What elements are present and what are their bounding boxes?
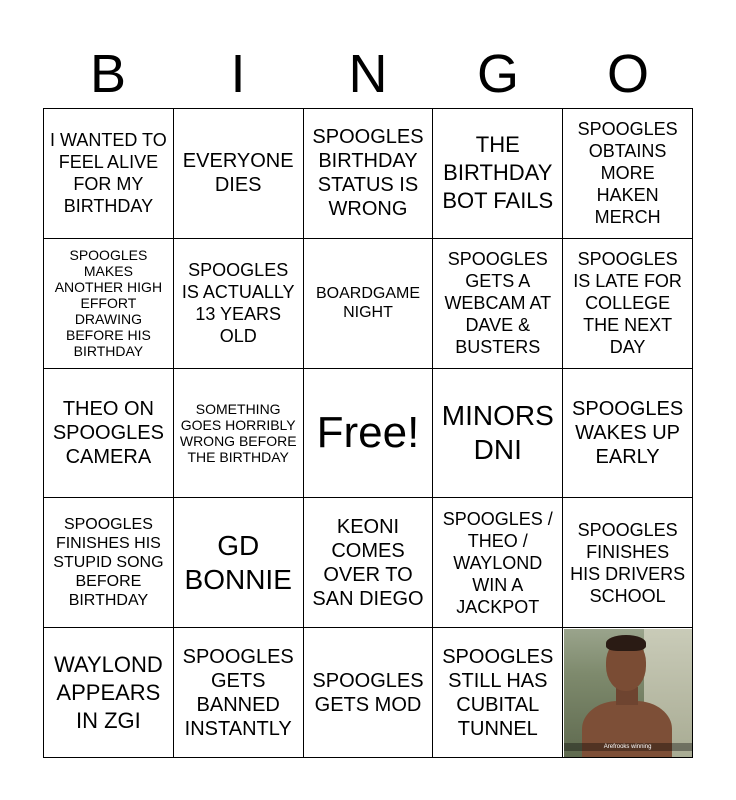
cell-text: KEONI COMES OVER TO SAN DIEGO — [312, 515, 424, 610]
cell-text: SPOOGLES MAKES ANOTHER HIGH EFFORT DRAWING BEFORE HIS BIRTHDAY — [54, 247, 163, 360]
cell-text: SPOOGLES BIRTHDAY STATUS IS WRONG — [312, 126, 424, 221]
cell-text: SPOOGLES IS ACTUALLY 13 YEARS OLD — [181, 260, 295, 347]
header-letter-n: N — [348, 44, 388, 104]
bingo-cell-15[interactable] — [563, 369, 693, 499]
bingo-cell-2[interactable] — [174, 109, 304, 239]
header-letter-g: G — [476, 44, 519, 104]
photo-caption: Arefrooks winning — [564, 743, 692, 751]
cell-text: SPOOGLES GETS BANNED INSTANTLY — [182, 645, 294, 740]
bingo-cell-11[interactable] — [44, 369, 174, 499]
bingo-cell-9[interactable] — [433, 239, 563, 369]
header-letter-o: O — [606, 44, 649, 104]
cell-text: SOMETHING GOES HORRIBLY WRONG BEFORE THE BIRTHDAY — [179, 400, 297, 465]
bingo-grid — [43, 108, 693, 758]
cell-text: SPOOGLES WAKES UP EARLY — [572, 397, 684, 468]
cell-text: MINORS DNI — [441, 399, 554, 465]
bingo-cell-photo[interactable] — [563, 628, 693, 758]
cell-text: SPOOGLES IS LATE FOR COLLEGE THE NEXT DAY — [573, 249, 682, 358]
cell-text: SPOOGLES FINISHES HIS STUPID SONG BEFORE BIRTHDAY — [53, 516, 164, 610]
photo-hair — [606, 635, 646, 651]
cell-text: I WANTED TO FEEL ALIVE FOR MY BIRTHDAY — [50, 130, 167, 217]
bingo-cell-18[interactable] — [304, 498, 434, 628]
bingo-cell-free[interactable] — [304, 369, 434, 499]
cell-text: GD BONNIE — [184, 529, 292, 595]
cell-text: EVERYONE DIES — [182, 150, 294, 197]
bingo-header — [43, 40, 693, 108]
bingo-cell-6[interactable] — [44, 239, 174, 369]
cell-text: SPOOGLES FINISHES HIS DRIVERS SCHOOL — [570, 519, 686, 606]
bingo-cell-12[interactable] — [174, 369, 304, 499]
bingo-cell-23[interactable] — [304, 628, 434, 758]
free-space-text: Free! — [316, 407, 420, 457]
bingo-cell-1[interactable] — [44, 109, 174, 239]
cell-text: SPOOGLES STILL HAS CUBITAL TUNNEL — [442, 645, 554, 740]
cell-text: THE BIRTHDAY BOT FAILS — [442, 132, 554, 214]
bingo-cell-4[interactable] — [433, 109, 563, 239]
cell-text: THEO ON SPOOGLES CAMERA — [52, 397, 164, 468]
person-photo — [564, 629, 692, 757]
header-letter-i: I — [230, 44, 246, 104]
cell-text: BOARDGAME NIGHT — [315, 285, 420, 322]
bingo-cell-20[interactable] — [563, 498, 693, 628]
bingo-cell-14[interactable] — [433, 369, 563, 499]
bingo-cell-10[interactable] — [563, 239, 693, 369]
bingo-cell-3[interactable] — [304, 109, 434, 239]
bingo-cell-24[interactable] — [433, 628, 563, 758]
bingo-cell-7[interactable] — [174, 239, 304, 369]
cell-text: SPOOGLES OBTAINS MORE HAKEN MERCH — [577, 119, 678, 228]
cell-text: SPOOGLES / THEO / WAYLOND WIN A JACKPOT — [442, 508, 553, 617]
bingo-cell-21[interactable] — [44, 628, 174, 758]
bingo-cell-8[interactable] — [304, 239, 434, 369]
bingo-cell-5[interactable] — [563, 109, 693, 239]
cell-text: SPOOGLES GETS MOD — [312, 669, 424, 716]
cell-text: SPOOGLES GETS A WEBCAM AT DAVE & BUSTERS — [444, 249, 552, 358]
bingo-cell-16[interactable] — [44, 498, 174, 628]
bingo-cell-19[interactable] — [433, 498, 563, 628]
bingo-cell-17[interactable] — [174, 498, 304, 628]
bingo-cell-22[interactable] — [174, 628, 304, 758]
cell-text: WAYLOND APPEARS IN ZGI — [54, 651, 163, 733]
header-letter-b: B — [89, 44, 127, 104]
